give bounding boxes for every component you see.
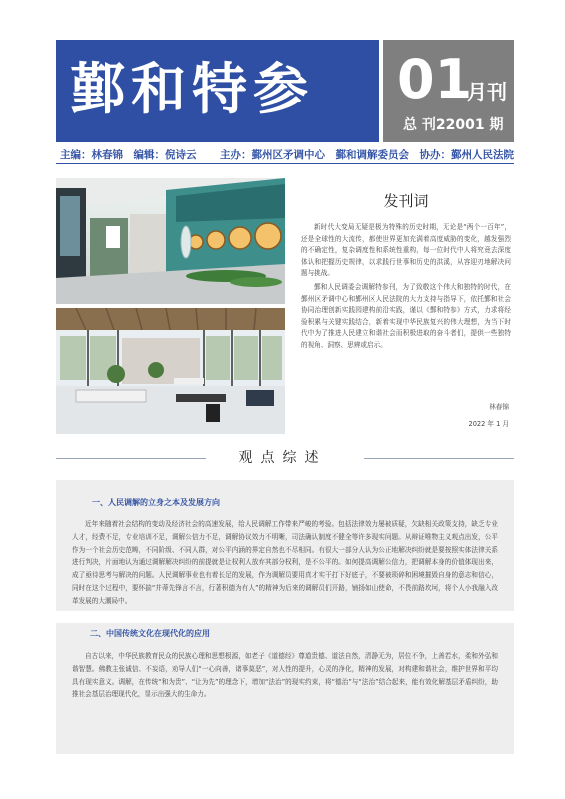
- intro-author: 林春锦: [489, 403, 509, 411]
- masthead: [56, 40, 514, 142]
- article-body: 近年来随着社会结构的变动及经济社会的高速发展，给人民调解工作带来严峻的考验。包括法律效力屡被质疑，欠缺相关政策支持，缺乏专业人才，经费不足，专业培训不足，调解公信力不足，调解协议效力不明晰，司法确认制度不健全等许多现实问题。从辩证唯物主义观点出发，公平作为一个社会历史范畴，不同阶级、不同人群，对公平内涵的界定自然也不尽相同。有很大一部分人认为公正地解决纠纷就是要按照实体法律关系进行判决，片面地认为通过调解解决纠纷的前提就是让权利人放弃其部分权利，是不公平的。如何提高调解公信力，把调解本身的价值体现出来，成了亟待思考与解决的问题。人民调解事业也有着长足的发展，作为调解员要用真才实干打下好底子，不要被琐碎和困境摧毁自身的意志和信心，同时在这个过程中，要怀揣“并蒂先锋言不言，行著积德为有人”的精神为后来的调解员们开路，铺扬如山使命，不畏前路坎坷，将个人小我融入改革发展的大潮局中。: [72, 520, 498, 605]
- masthead-title-block: [56, 40, 379, 142]
- corridor-photo: [56, 178, 285, 304]
- section-title: 观点综述: [238, 450, 327, 466]
- issue-number: 01: [397, 48, 473, 111]
- intro-date: 2022 年 1 月: [468, 420, 509, 428]
- credits-rule: [56, 163, 514, 164]
- intro-paragraph: 鄞和人民调委会调解特参刊，为了致敬这个伟大和独特的时代，在鄞州区矛调中心和鄞州区人民法院的大力支持与指导下，依托鄞和社会协同治理创新实践园建构前沿实践，谨以《鄞和特参》方式，力求将经验积累与关键实践结合，新着实现中华民族复兴的伟大理想，为当下时代中为了推进人民建立和谐社会而积极进取的奋斗者们，提供一些独特的视角、洞察、思辨或启示。: [301, 282, 511, 349]
- section-divider-right: [364, 458, 514, 459]
- credits-bar: [56, 146, 514, 162]
- issue-block: [383, 40, 514, 142]
- article-heading: 二、中国传统文化在现代化的应用: [90, 629, 210, 638]
- corridor-illustration: [56, 178, 285, 304]
- section-divider-left: [56, 458, 206, 459]
- intro-title: 发刊词: [383, 192, 429, 210]
- publication-title: 鄞和特参: [70, 56, 315, 121]
- article-body: 自古以来，中华民族教育民众的民族心理和思想根源，如老子《道德经》尊道贵德、道法自然，清静无为，居位不争，上善若水，柔和外弘和谐智慧。佛教主张诚信、不妄语，劝导人们“一心向善，诸事莫恶”，对人性的提升，心灵的净化，精神的发展，对构建和谐社会，维护世界和平均具有现实意义。调解，在传统“和为贵”、“让为先”的理念下，增加“法治”的现实约束，将“德治”与“法治”结合起来，能有效化解基层矛盾纠纷，助推社会基层治理现代化，显示出强大的生命力。: [72, 652, 498, 699]
- article-box: [56, 480, 514, 611]
- office-illustration: [56, 308, 285, 434]
- intro-body: [301, 222, 511, 354]
- article-heading: 一、人民调解的立身之本及发展方向: [92, 498, 220, 507]
- editors: 主编：林春锦 编辑：倪诗云: [60, 149, 197, 161]
- issue-unit: 月刊: [467, 80, 507, 104]
- total-issue: 总 刊22001 期: [403, 117, 504, 133]
- office-photo: [56, 308, 285, 434]
- intro-paragraph: 新时代大变局无疑是极为特殊的历史时期，无论是“两个一百年”，还是全球性的大流传，都使世界更加充满着高度威胁的变化，越发强烈的不确定性，复杂调度性和系统性重构，每一位时代中人将究竟去深度体认和把握历史规律，以求践行世事和历史的洪溪，从容迎刃地解决问题与挑战。: [301, 223, 511, 278]
- organizers: 主办：鄞州区矛调中心 鄞和调解委员会 协办：鄞州人民法院: [220, 149, 514, 161]
- article-box: [56, 623, 514, 754]
